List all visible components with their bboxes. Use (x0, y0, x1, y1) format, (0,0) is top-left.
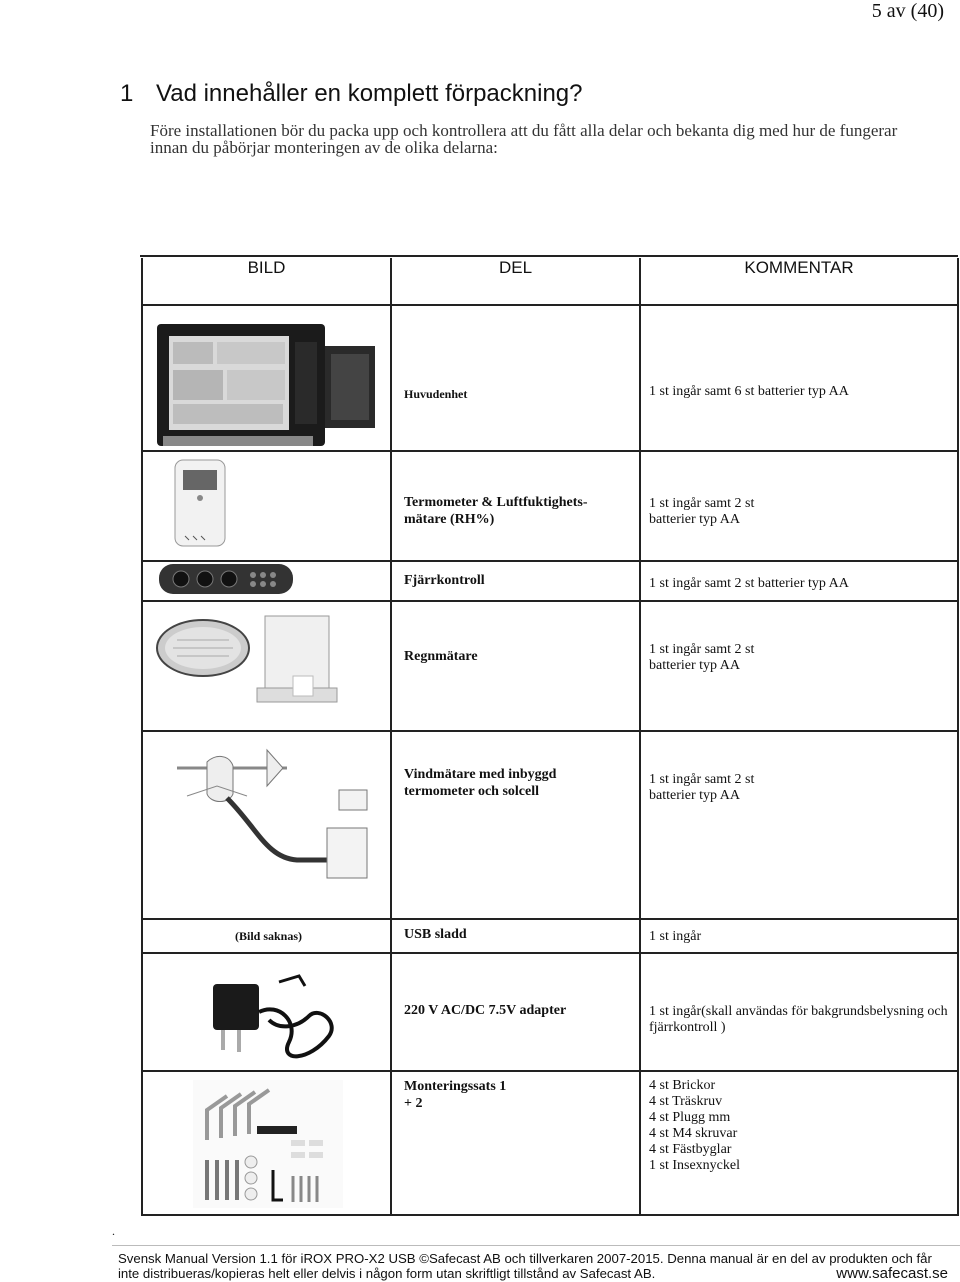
image-cell (142, 451, 391, 561)
del-label: Termometer & Luftfuktighets- mätare (RH%) (404, 495, 588, 527)
kommentar-cell (640, 451, 958, 561)
table-row (142, 731, 958, 919)
kommentar-text: 1 st ingår (649, 929, 702, 944)
table-row (142, 601, 958, 731)
kommentar-text: 1 st ingår samt 2 st batterier typ AA (649, 642, 755, 673)
kommentar-cell (640, 731, 958, 919)
section-number: 1 (120, 80, 134, 107)
footer-rule (112, 1245, 960, 1246)
table-row (142, 305, 958, 451)
kommentar-line: 4 st Träskruv (649, 1094, 723, 1109)
footer (118, 1251, 948, 1281)
section-title: Vad innehåller en komplett förpackning? (156, 80, 583, 107)
header-bild: BILD (142, 258, 391, 305)
footer-url[interactable]: www.safecast.se (836, 1265, 948, 1282)
del-label: Huvudenhet (404, 387, 468, 401)
table-row (142, 561, 958, 601)
del-label: USB sladd (404, 927, 467, 942)
kommentar-cell (640, 601, 958, 731)
rain-gauge-image (153, 606, 353, 716)
kommentar-cell (640, 953, 958, 1071)
del-cell (391, 1071, 640, 1215)
header-kommentar: KOMMENTAR (640, 258, 958, 305)
image-cell (142, 953, 391, 1071)
image-cell (142, 561, 391, 601)
header-del: DEL (391, 258, 640, 305)
stray-dot: . (112, 1224, 115, 1238)
kommentar-cell (640, 561, 958, 601)
kommentar-text: 1 st ingår(skall användas för bakgrundsbelysning och fjärrkontroll ) (649, 1004, 948, 1035)
footer-line-1: Svensk Manual Version 1.1 för iROX PRO-X2 USB ©Safecast AB och tillverkaren 2007-2015. Denna manual är en del av produkten och får (118, 1251, 932, 1266)
remote-image (159, 562, 299, 596)
del-label: 220 V AC/DC 7.5V adapter (404, 1003, 567, 1018)
adapter-image (209, 972, 339, 1068)
del-cell (391, 919, 640, 953)
kommentar-text: 1 st ingår samt 6 st batterier typ AA (649, 384, 849, 399)
kommentar-line: 4 st M4 skruvar (649, 1126, 738, 1141)
del-cell (391, 601, 640, 731)
page-number: 5 av (40) (871, 0, 944, 22)
del-cell (391, 953, 640, 1071)
image-cell (142, 601, 391, 731)
del-cell (391, 451, 640, 561)
image-cell (142, 731, 391, 919)
image-cell (142, 305, 391, 451)
del-label: Regnmätare (404, 649, 478, 664)
del-cell (391, 731, 640, 919)
wind-meter-image (167, 738, 377, 914)
kommentar-line: 4 st Fästbyglar (649, 1142, 732, 1157)
table-row (142, 1071, 958, 1215)
table-top-rule (140, 255, 958, 257)
kommentar-line: 4 st Plugg mm (649, 1110, 731, 1125)
kommentar-text: 1 st ingår samt 2 st batterier typ AA (649, 772, 755, 803)
kommentar-cell (640, 305, 958, 451)
parts-table (141, 258, 959, 1216)
kommentar-line: 4 st Brickor (649, 1078, 716, 1093)
main-unit-image (157, 324, 379, 450)
kommentar-cell (640, 919, 958, 953)
mounting-kit-image (193, 1080, 343, 1208)
image-missing-note: (Bild saknas) (235, 929, 303, 943)
image-cell (142, 1071, 391, 1215)
intro-paragraph: Före installationen bör du packa upp och kontrollera att du fått alla delar och bekanta dig med hur de fungerar innan du påbörjar monteringen av de olika delarna: (150, 121, 898, 157)
table-row (142, 919, 958, 953)
kommentar-list (649, 1078, 740, 1174)
kommentar-text: 1 st ingår samt 2 st batterier typ AA (649, 576, 849, 591)
del-label: Vindmätare med inbyggd termometer och solcell (404, 767, 557, 799)
thermometer-image (173, 458, 233, 552)
kommentar-cell (640, 1071, 958, 1215)
image-cell (142, 919, 391, 953)
kommentar-line: 1 st Insexnyckel (649, 1158, 740, 1173)
del-cell (391, 305, 640, 451)
del-label: Monteringssats 1 + 2 (404, 1079, 507, 1111)
table-header-row (142, 258, 958, 305)
kommentar-text: 1 st ingår samt 2 st batterier typ AA (649, 496, 755, 527)
footer-line-2: inte distribueras/kopieras helt eller delvis i någon form utan skriftligt tillstånd av Safecast AB. (118, 1266, 656, 1281)
del-cell (391, 561, 640, 601)
table-row (142, 953, 958, 1071)
table-row (142, 451, 958, 561)
del-label: Fjärrkontroll (404, 573, 485, 588)
section-heading (120, 80, 583, 108)
